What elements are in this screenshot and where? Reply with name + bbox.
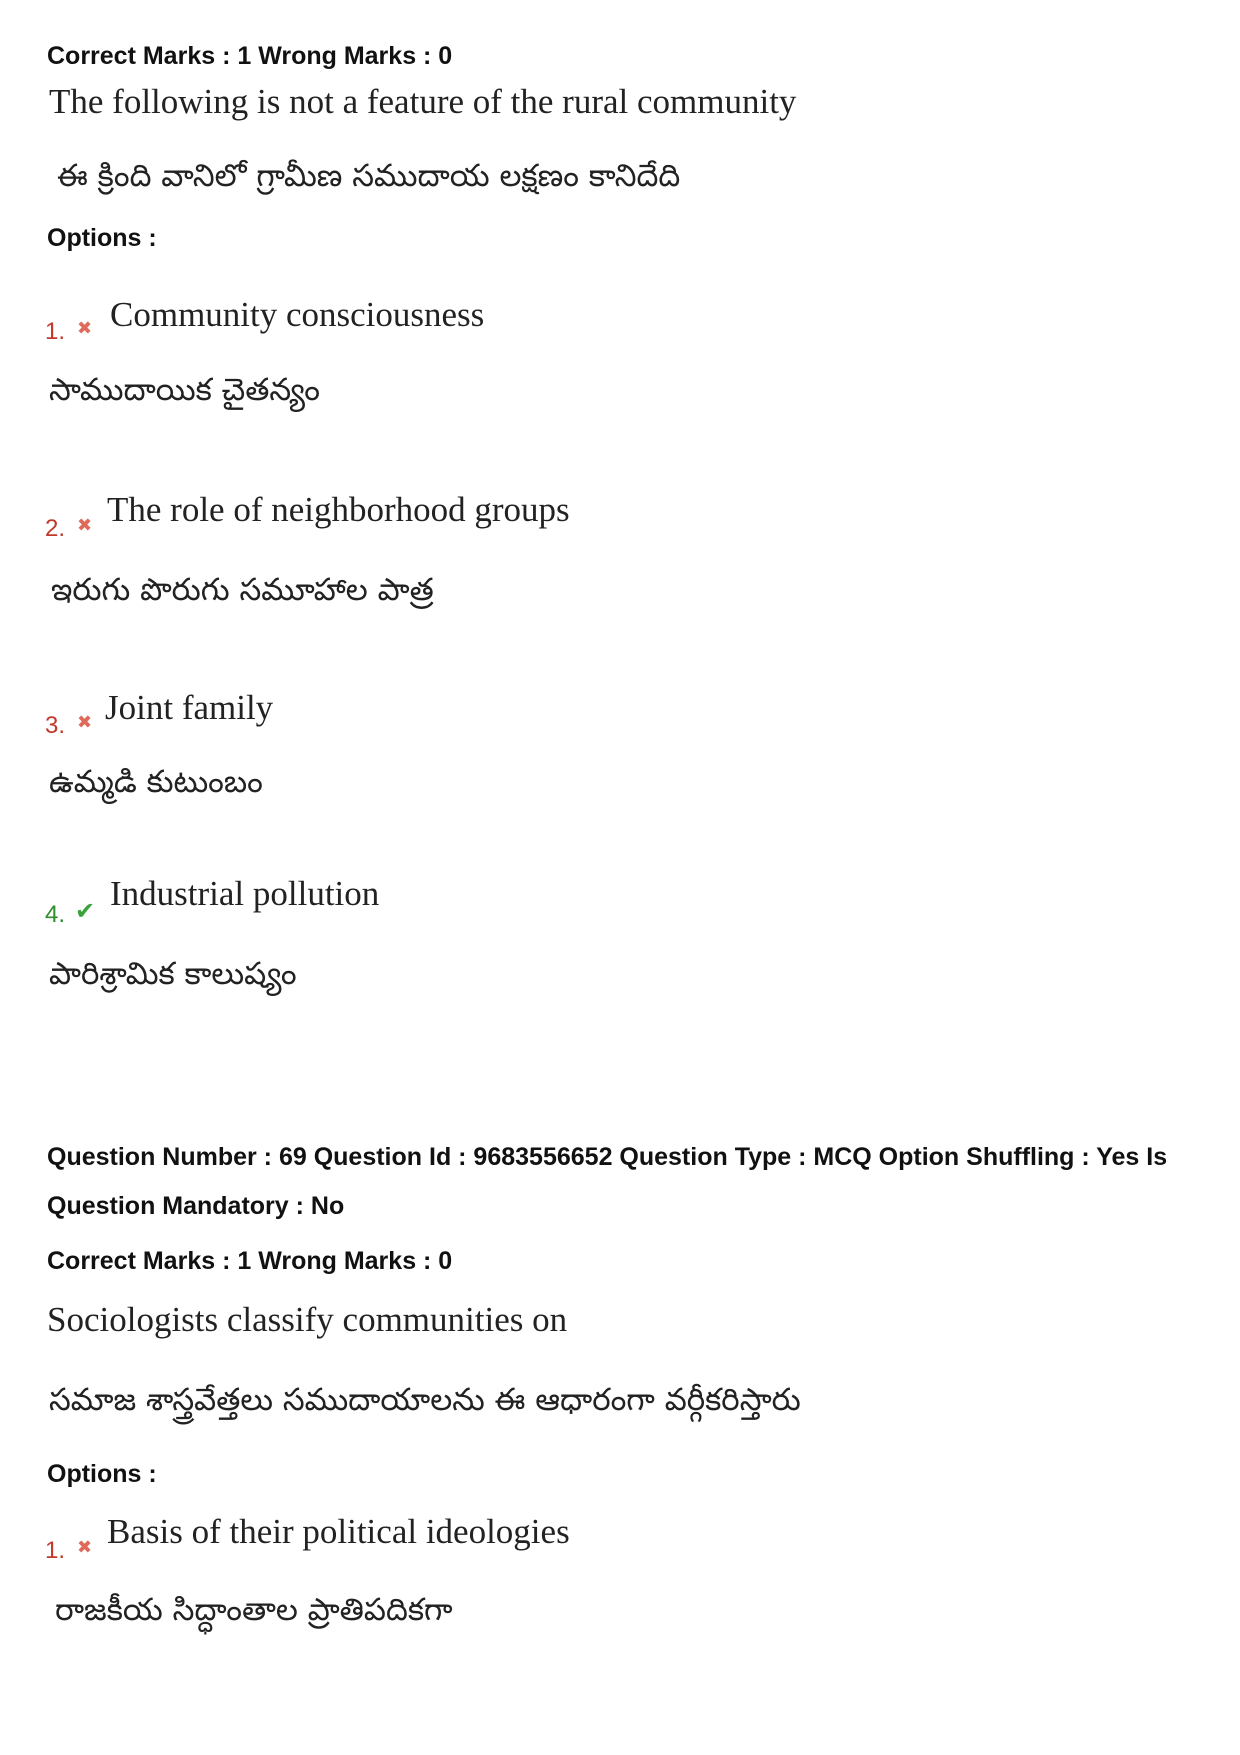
question-text-te: ఈ క్రింది వానిలో గ్రామీణ సముదాయ లక్షణం కానిదేది (57, 158, 681, 194)
option-number: 3. (45, 712, 66, 739)
options-label: Options : (47, 224, 157, 252)
options-label: Options : (47, 1460, 157, 1488)
option-text-en: The role of neighborhood groups (107, 490, 570, 529)
wrong-mark-icon: ✖ (77, 1537, 93, 1558)
marks-line: Correct Marks : 1 Wrong Marks : 0 (47, 1247, 453, 1275)
question-text-en: The following is not a feature of the rural community (49, 82, 797, 121)
wrong-mark-icon: ✖ (77, 515, 93, 536)
option-text-en: Joint family (105, 688, 274, 727)
option-text-te: రాజకీయ సిద్ధాంతాల ప్రాతిపదికగా (55, 1592, 453, 1628)
question-header-line-1: Question Number : 69 Question Id : 9683556652 Question Type : MCQ Option Shuffling : Yes Is (47, 1143, 1168, 1171)
option-text-te: పారిశ్రామిక కాలుష్యం (49, 956, 297, 992)
option-number: 1. (45, 318, 66, 345)
option-number: 4. (45, 901, 66, 928)
question-text-en: Sociologists classify communities on (47, 1300, 568, 1339)
wrong-mark-icon: ✖ (77, 318, 93, 339)
option-text-te: ఉమ్మడి కుటుంబం (49, 764, 263, 800)
option-number: 1. (45, 1537, 66, 1564)
wrong-mark-icon: ✖ (77, 712, 93, 733)
option-text-en: Basis of their political ideologies (107, 1512, 570, 1551)
option-text-te: ఇరుగు పొరుగు సమూహాల పాత్ర (51, 572, 434, 608)
option-number: 2. (45, 515, 66, 542)
marks-line: Correct Marks : 1 Wrong Marks : 0 (47, 42, 453, 70)
option-text-en: Industrial pollution (110, 874, 380, 913)
option-text-te: సాముదాయిక చైతన్యం (49, 372, 320, 408)
question-header-line-2: Question Mandatory : No (47, 1192, 345, 1220)
question-text-te: సమాజ శాస్త్రవేత్తలు సముదాయాలను ఈ ఆధారంగా వర్గీకరిస్తారు (49, 1382, 801, 1418)
check-mark-icon: ✔ (75, 897, 96, 925)
option-text-en: Community consciousness (110, 295, 485, 334)
